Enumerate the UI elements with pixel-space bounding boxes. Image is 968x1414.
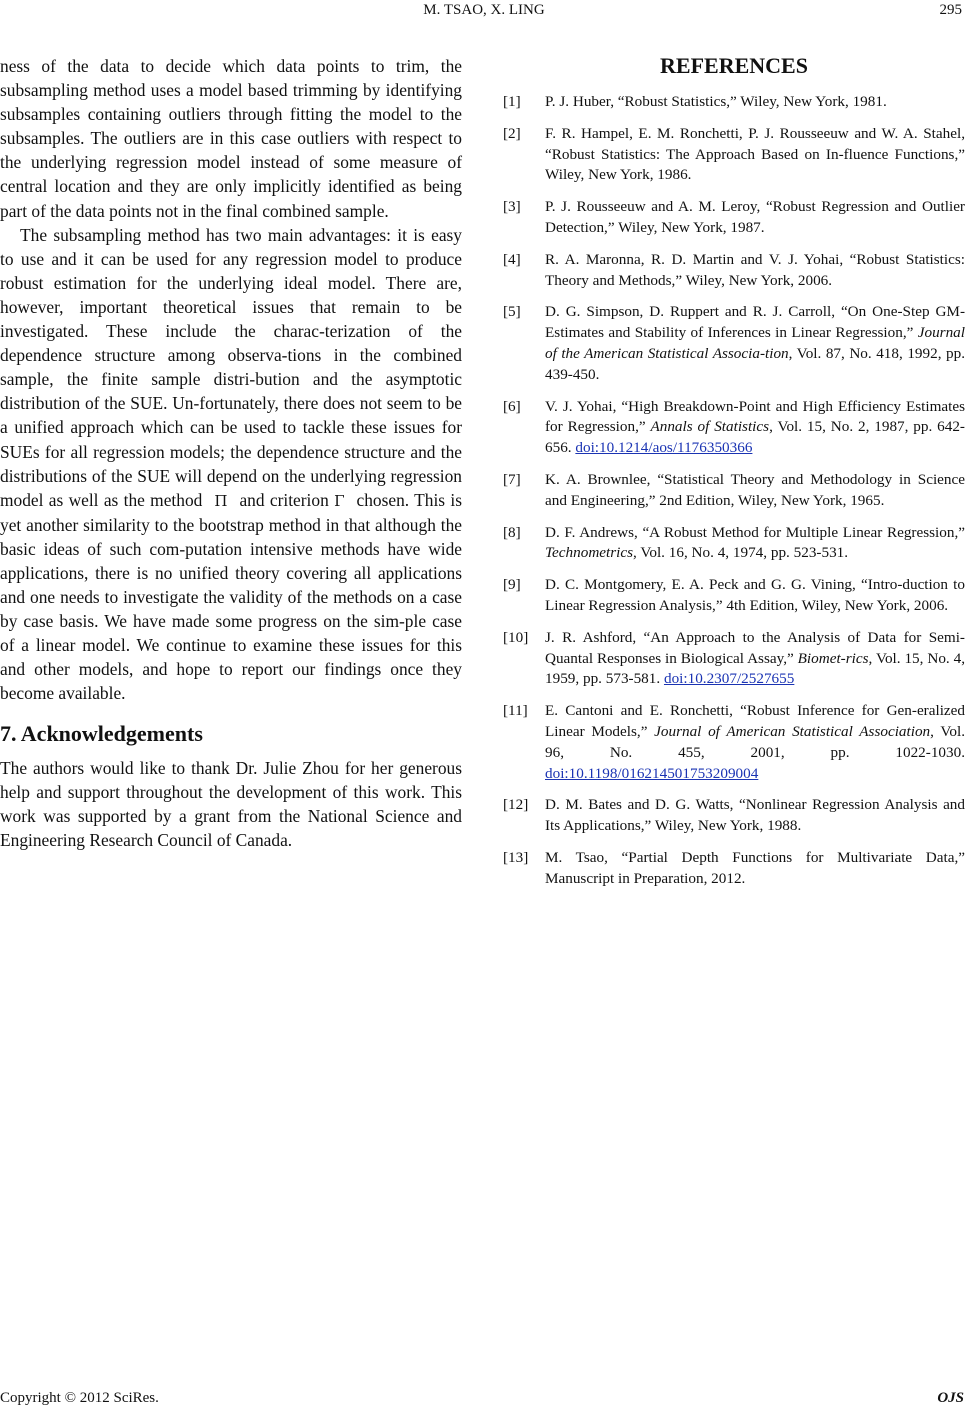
reference-number: [9] — [503, 576, 521, 594]
reference-text — [545, 848, 965, 890]
reference-item — [503, 523, 965, 565]
references-heading: REFERENCES — [660, 53, 808, 78]
reference-number: [3] — [503, 198, 521, 216]
reference-number: [11] — [503, 702, 528, 720]
reference-text — [545, 302, 965, 385]
reference-text — [545, 628, 965, 690]
running-head — [0, 0, 968, 24]
reference-item — [503, 575, 965, 617]
doi-link[interactable]: doi:10.1198/016214501753209004 — [545, 764, 759, 782]
reference-item — [503, 302, 965, 385]
reference-number: [13] — [503, 848, 529, 866]
reference-number: [7] — [503, 470, 521, 488]
running-head-authors: M. TSAO, X. LING — [423, 2, 545, 18]
reference-text — [545, 701, 965, 784]
acknowledgements-paragraph: The authors would like to thank Dr. Julie Zhou for her generous help and support throughout the development of this work. This work was supported by a grant from the National Science and Engineering Research Council of Canada. — [0, 757, 462, 850]
reference-number: [2] — [503, 124, 521, 142]
reference-text — [545, 397, 965, 459]
reference-details: , Vol. 87, No. 418, 1992, pp. 439-450. — [545, 344, 965, 383]
reference-item — [503, 197, 965, 239]
reference-citation: D. M. Bates and D. G. Watts, “Nonlinear Regression Analysis and Its Applications,” Wiley, New York, 1988. — [545, 796, 965, 835]
reference-text — [545, 523, 965, 565]
reference-journal: Technometrics — [545, 544, 634, 562]
reference-journal: Journal of American Statistical Association — [654, 722, 931, 740]
reference-number: [10] — [503, 628, 529, 646]
reference-details: , Vol. 96, No. 455, 2001, pp. 1022-1030. — [545, 722, 965, 761]
reference-text — [545, 197, 965, 239]
doi-link[interactable]: doi:10.1214/aos/1176350366 — [575, 439, 753, 457]
reference-citation: P. J. Rousseeuw and A. M. Leroy, “Robust Regression and Outlier Detection,” Wiley, New York, 1987. — [545, 198, 965, 236]
right-column — [503, 52, 965, 901]
reference-item — [503, 470, 965, 512]
reference-list — [503, 92, 965, 890]
body-paragraph — [0, 223, 462, 706]
page-footer — [0, 1390, 968, 1412]
reference-citation: D. G. Simpson, D. Ruppert and R. J. Carroll, “On One-Step GM-Estimates and Stability of Inferences in Linear Regression,” — [545, 303, 965, 342]
reference-text — [545, 470, 965, 512]
reference-journal: Biomet-rics — [797, 649, 869, 667]
reference-text — [545, 795, 965, 837]
reference-item — [503, 628, 965, 690]
copyright-notice: Copyright © 2012 SciRes. — [0, 1390, 159, 1406]
reference-number: [4] — [503, 250, 521, 268]
reference-item — [503, 397, 965, 459]
reference-journal: Annals of Statistics — [650, 418, 770, 436]
reference-text — [545, 575, 965, 617]
section-heading: 7. Acknowledgements — [0, 720, 203, 746]
reference-journal: Journal of the American Statistical Associa-tion — [545, 324, 965, 362]
left-column — [0, 54, 462, 852]
reference-item — [503, 848, 965, 890]
doi-link[interactable]: doi:10.2307/2527655 — [663, 670, 795, 688]
reference-citation: J. R. Ashford, “An Approach to the Analysis of Data for Semi-Quantal Responses in Biological Assay,” — [545, 628, 965, 667]
reference-citation: R. A. Maronna, R. D. Martin and V. J. Yohai, “Robust Statistics: Theory and Methods,” Wiley, New York, 2006. — [545, 250, 965, 289]
body-paragraph: ness of the data to decide which data points to trim, the subsampling method uses a model based trimming by identifying subsamples containing outliers through fitting the model to the subsamples. The outliers are in this case outliers with respect to the underlying regression model instead of some measure of central location and they are only implicitly identified as being part of the data points not in the final combined sample. — [0, 56, 462, 221]
reference-text — [545, 124, 965, 186]
reference-citation: D. C. Montgomery, E. A. Peck and G. G. Vining, “Intro-duction to Linear Regression Analysis,” 4th Edition, Wiley, New York, 2006. — [545, 576, 965, 614]
reference-text — [545, 92, 965, 113]
reference-item — [503, 795, 965, 837]
reference-item — [503, 250, 965, 292]
reference-item — [503, 701, 965, 784]
reference-citation: K. A. Brownlee, “Statistical Theory and Methodology in Science and Engineering,” 2nd Edition, Wiley, New York, 1965. — [545, 470, 965, 509]
page-number: 295 — [939, 2, 962, 18]
reference-citation: E. Cantoni and E. Ronchetti, “Robust Inference for Gen-eralized Linear Models,” — [545, 702, 965, 740]
reference-details: , Vol. 16, No. 4, 1974, pp. 523-531. — [633, 544, 849, 562]
journal-abbreviation: OJS — [937, 1390, 964, 1406]
reference-citation: V. J. Yohai, “High Breakdown-Point and High Efficiency Estimates for Regression,” — [545, 397, 965, 436]
reference-number: [1] — [503, 93, 521, 110]
paragraph-text: and criterion — [239, 489, 329, 510]
reference-citation: D. F. Andrews, “A Robust Method for Multiple Linear Regression,” — [545, 523, 965, 541]
paragraph-text: The subsampling method has two main advantages: it is easy to use and it can be used for any regression model to produce robust estimation for the underlying ideal model. There are, however, important theoretical issues that remain to be investigated. These include the charac-terization of the dependence structure among observa-tions in the combined sample, the finite sample distri-bution and the asymptotic distribution of the SUE. Un-fortunately, there does not seem to be a unified approach which can be used to tackle these issues for SUEs for all regression models; the dependence structure and the distributions of the SUE will depend on the underlying regression model as well as the method — [0, 224, 462, 510]
reference-item — [503, 92, 965, 113]
paragraph-text: chosen. This is yet another similarity to the bootstrap method in that although the basic ideas of such com-putation intensive methods have wide applications, there is no unified theory covering all applications and one needs to investigate the validity of the methods on a case by case basis. We have made some progress on the sim-ple case of a linear model. We continue to examine these issues for this and other models, and hope to report our findings once they become available. — [0, 489, 462, 704]
reference-citation: F. R. Hampel, E. M. Ronchetti, P. J. Rousseeuw and W. A. Stahel, “Robust Statistics: The Approach Based on In-fluence Functions,” Wiley, New York, 1986. — [545, 124, 965, 184]
reference-details: , Vol. 15, No. 4, 1959, pp. 573-581. — [545, 649, 966, 688]
gamma-symbol: Γ — [334, 491, 345, 510]
pi-symbol: Π — [214, 491, 228, 510]
reference-citation: P. J. Huber, “Robust Statistics,” Wiley, New York, 1981. — [545, 93, 887, 110]
reference-number: [8] — [503, 523, 521, 541]
reference-number: [5] — [503, 303, 521, 321]
reference-details: , Vol. 15, No. 2, 1987, pp. 642-656. — [545, 418, 965, 457]
reference-text — [545, 250, 965, 292]
reference-number: [6] — [503, 397, 521, 415]
reference-number: [12] — [503, 796, 529, 814]
reference-citation: M. Tsao, “Partial Depth Functions for Multivariate Data,” Manuscript in Preparation, 2012. — [545, 848, 965, 887]
reference-item — [503, 124, 965, 186]
